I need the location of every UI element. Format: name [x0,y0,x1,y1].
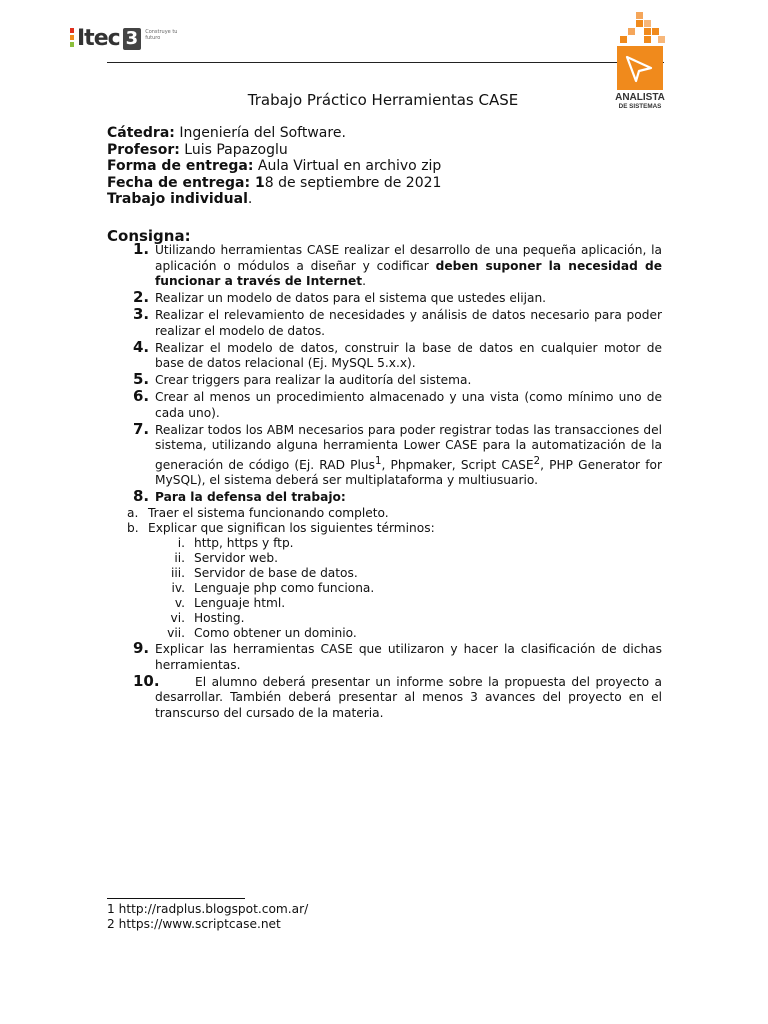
list-item [107,596,662,611]
task-text: Realizar un modelo de datos para el sistema que ustedes elijan. [155,291,547,305]
forma-row [107,158,441,175]
task-text: Utilizando herramientas CASE realizar el desarrollo de una pequeña aplicación, la aplicación o módulos a diseñar y codificar [155,243,662,273]
task-text-bold: Para la defensa del trabajo: [155,490,346,505]
list-marker: b. [127,520,139,535]
task-text: , Phpmaker, Script CASE [381,457,534,472]
task-number: 3. [133,305,150,323]
trabajo-label: Trabajo individual [107,191,248,208]
logo-text: Itec [77,26,120,51]
list-marker: iii. [170,565,185,580]
list-item [107,611,662,626]
task-text: Explicar las herramientas CASE que utilizaron y hacer la clasificación de dichas herramientas. [155,642,662,672]
task-text: Crear triggers para realizar la auditoría del sistema. [155,373,472,387]
defense-sublist [107,506,662,536]
list-item [107,521,662,536]
task-text-bold: deben suponer la necesidad de funcionar a través de Internet [155,258,662,288]
document-title: Trabajo Práctico Herramientas CASE [247,91,519,109]
task-list [107,240,662,723]
task-item-1 [107,240,662,290]
list-text: Hosting. [194,610,245,625]
list-marker: v. [174,595,185,610]
cursor-icon [617,46,663,90]
list-item [107,581,662,596]
task-text: , PHP Generator for MySQL), el sistema deberá ser multiplataforma y multiusuario. [155,457,662,488]
catedra-row [107,125,441,142]
trabajo-tail: . [247,191,253,208]
task-item-3 [107,305,662,339]
list-item [107,506,662,521]
fecha-label: Fecha de entrega: 1 [107,174,265,191]
badge-line1: ANALISTA [615,92,665,103]
task-number: 1. [133,240,150,258]
logo-bars-icon [70,28,74,47]
list-item [107,566,662,581]
badge-pixels-icon [615,12,665,44]
task-number: 10. [133,671,160,690]
catedra-label: Cátedra: [107,125,175,141]
footnote-1: 1 http://radplus.blogspot.com.ar/ [107,902,309,916]
list-item [107,551,662,566]
logo-number: 3 [123,28,142,50]
list-marker: vii. [167,625,185,640]
profesor-label: Profesor: [107,141,180,158]
task-number: 2. [133,288,150,306]
task-item-8 [107,487,662,641]
task-number: 6. [133,387,150,405]
list-item [107,536,662,551]
task-item-5 [107,370,662,389]
list-text: Explicar que significan los siguientes términos: [148,520,435,535]
list-marker: vi. [170,610,185,625]
badge-line2: DE SISTEMAS [618,103,662,110]
footnote-ref: 1 [374,455,382,467]
footnote-rule [107,898,245,899]
trabajo-row [107,191,441,208]
task-number: 4. [133,337,150,356]
list-text: Lenguaje php como funciona. [194,580,375,595]
list-item [107,626,662,641]
task-text: Realizar el relevamiento de necesidades y análisis de datos necesario para poder realizar el modelo de datos. [155,308,662,338]
task-number: 8. [133,487,150,506]
consigna-heading: Consigna: [107,227,191,245]
course-info [107,125,441,208]
task-number: 7. [133,419,150,438]
task-item-7 [107,419,662,489]
task-item-9 [107,639,662,673]
list-marker: i. [177,535,185,550]
itec-logo [70,28,185,50]
task-number: 5. [133,370,150,388]
header-rule [107,62,664,63]
task-item-2 [107,288,662,307]
list-text: http, https y ftp. [194,535,294,550]
footnote-ref: 2 [533,455,541,467]
task-text: Realizar el modelo de datos, construir la base de datos en cualquier motor de base de datos relacional (Ej. MySQL 5.x.x). [155,340,662,370]
fecha-row [107,175,441,192]
forma-label: Forma de entrega: [107,158,254,175]
task-text: Crear al menos un procedimiento almacenado y una vista (como mínimo uno de cada uno). [155,390,662,420]
task-item-10 [107,671,662,722]
task-number: 9. [133,639,150,658]
list-text: Lenguaje html. [194,595,286,610]
list-marker: ii. [174,550,185,565]
terms-sublist [107,536,662,641]
list-marker: iv. [171,580,185,595]
list-text: Servidor de base de datos. [194,565,358,580]
catedra-value: Ingeniería del Software. [174,125,346,141]
footnotes [107,902,308,932]
list-text: Traer el sistema funcionando completo. [148,505,389,520]
logo-tagline: Construye tu futuro [145,29,178,41]
list-text: Como obtener un dominio. [194,625,357,640]
forma-value: Aula Virtual en archivo zip [253,158,442,175]
profesor-value: Luis Papazoglu [179,141,288,158]
footnote-2: 2 https://www.scriptcase.net [107,917,281,931]
list-text: Servidor web. [194,550,278,565]
fecha-value: 8 de septiembre de 2021 [264,174,442,191]
task-text: El alumno deberá presentar un informe sobre la propuesta del proyecto a desarrollar. También deberá presentar al menos 3 avances del proyecto en el transcurso del cursado de la materia. [155,674,662,720]
task-text-tail: . [362,274,367,288]
task-text: Realizar todos los ABM necesarios para poder registrar todas las transacciones del sistema, utilizando alguna herramienta Lower CASE para la automatización de la generación de código (Ej. RAD Plus [155,422,662,472]
list-marker: a. [127,505,139,520]
profesor-row [107,142,441,159]
task-item-4 [107,337,662,372]
task-item-6 [107,387,662,421]
